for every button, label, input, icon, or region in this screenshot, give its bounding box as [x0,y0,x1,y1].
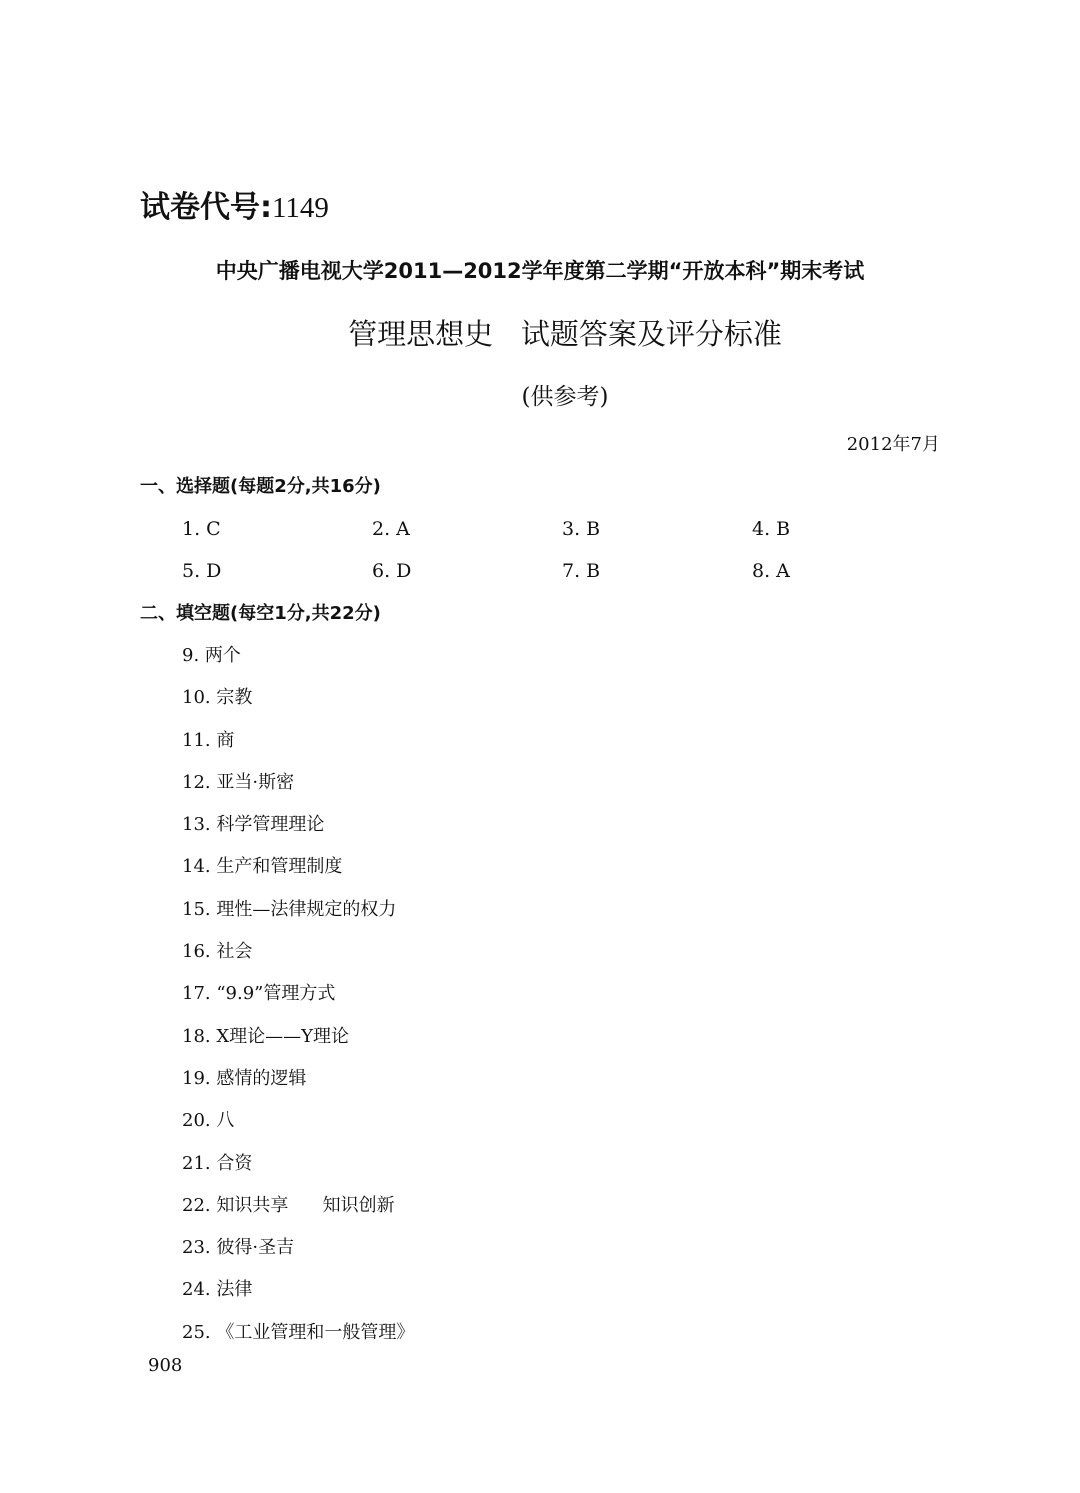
fill-in-answer: 19. 感情的逻辑 [182,1067,307,1089]
fill-in-answer: 25. 《工业管理和一般管理》 [182,1321,415,1343]
mc-answer: 5. D [182,560,222,582]
fill-in-answer: 21. 合资 [182,1152,253,1174]
fill-in-answer: 17. “9.9”管理方式 [182,983,336,1005]
mc-answer: 6. D [372,560,412,582]
fill-in-answer: 15. 理性—法律规定的权力 [182,898,397,920]
fill-in-answer: 24. 法律 [182,1279,253,1301]
mc-answer-row [182,514,942,544]
mc-answer: 1. C [182,518,221,540]
mc-answer: 4. B [752,518,791,540]
mc-answer-row [182,556,942,586]
fill-in-answer: 16. 社会 [182,941,253,963]
paper-code-label: 试卷代号: [140,190,272,225]
fill-in-answer: 18. X理论——Y理论 [182,1025,350,1047]
paper-code [140,186,329,230]
paper-code-number: 1149 [272,192,329,224]
mc-answer: 7. B [562,560,601,582]
fill-in-answer: 14. 生产和管理制度 [182,856,343,878]
document-date: 2012年7月 [846,434,940,455]
document-subtitle: (供参考) [521,384,609,410]
fill-in-answer: 9. 两个 [182,645,241,666]
fill-in-answer: 22. 知识共享 知识创新 [182,1194,395,1216]
fill-in-answer: 10. 宗教 [182,687,253,709]
page-number: 908 [148,1355,183,1376]
mc-answer: 3. B [562,518,601,540]
exam-header: 中央广播电视大学2011—2012学年度第二学期“开放本科”期末考试 [215,259,865,283]
section-2-heading: 二、填空题(每空1分,共22分) [140,603,381,624]
fill-in-answer-list [182,641,414,1360]
mc-answer: 8. A [752,560,790,582]
fill-in-answer: 20. 八 [182,1110,235,1132]
fill-in-answer: 23. 彼得·圣吉 [182,1237,295,1259]
fill-in-answer: 13. 科学管理理论 [182,814,325,836]
mc-answer: 2. A [372,518,410,540]
fill-in-answer: 12. 亚当·斯密 [182,771,295,793]
fill-in-answer: 11. 商 [182,729,235,751]
document-title: 管理思想史 试题答案及评分标准 [348,317,782,351]
section-1-heading: 一、选择题(每题2分,共16分) [140,476,381,497]
